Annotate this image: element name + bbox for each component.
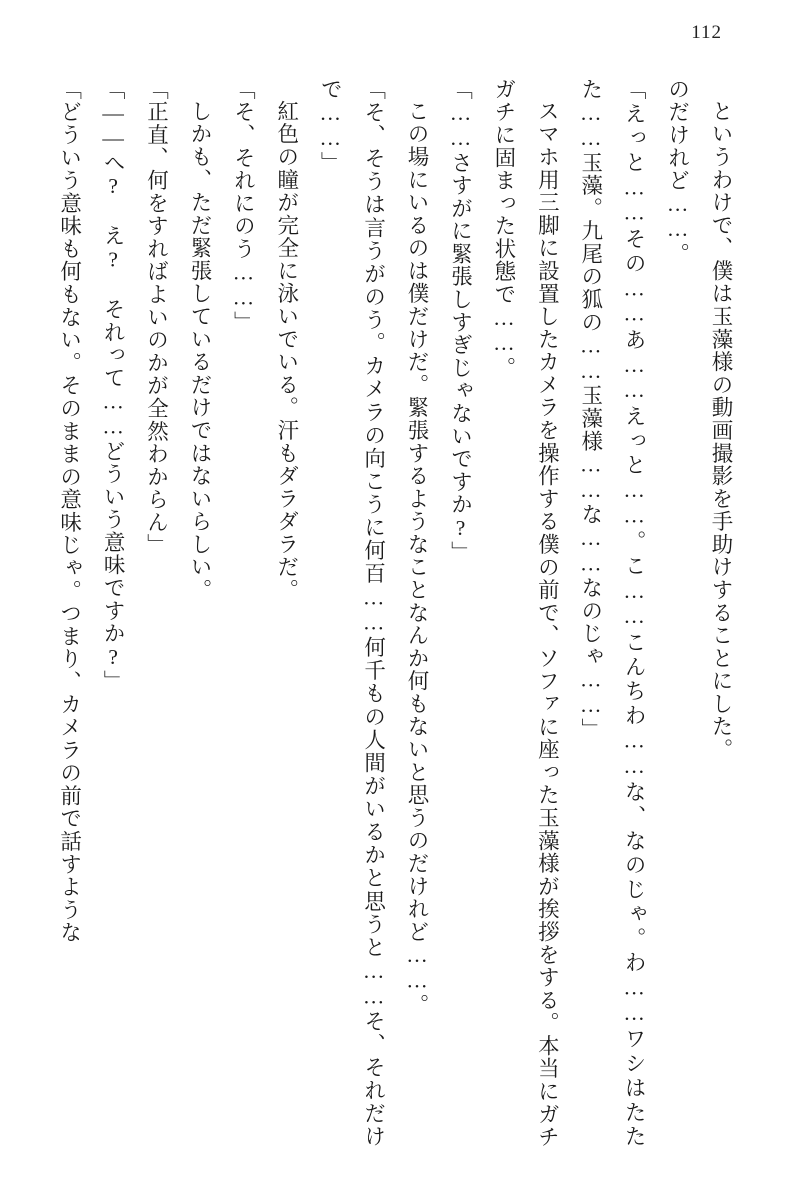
paragraph: というわけで、僕は玉藻様の動画撮影を手助けすることにした。 (709, 99, 733, 761)
paragraph: 「——へ? え? それって……どういう意味ですか?」 (101, 78, 126, 694)
paragraph: 「……さすがに緊張しすぎじゃないですか?」 (448, 78, 473, 565)
vertical-text-body (52, 78, 742, 1148)
paragraph: 「そ、それにのう……」 (231, 78, 256, 334)
paragraph: 「正直、何をすればよいのかが全然わからん」 (144, 78, 169, 557)
paragraph: 「そ、そうは言うがのう。カメラの向こうに何百……何千もの人間がいるかと思うと……そ、それだけで……」 (318, 78, 386, 1148)
paragraph: スマホ用三脚に設置したカメラを操作する僕の前で、ソファに座った玉藻様が挨拶をする。本当にガチガチに固まった状態で……。 (491, 78, 560, 1148)
paragraph: しかも、ただ緊張しているだけではないらしい。 (187, 99, 212, 601)
paragraph: 紅色の瞳が完全に泳いでいる。汗もダラダラだ。 (274, 99, 299, 601)
page-number: 112 (691, 22, 722, 43)
paragraph: 「どういう意味も何もない。そのままの意味じゃ。つまり、カメラの前で話すような (57, 78, 82, 945)
paragraph: 「えっと……その……あ……えっと……。こ……こんちわ……な、なのじゃ。わ……ワシはたたた……玉藻。九尾の狐の……玉藻様……な……なのじゃ……」 (578, 78, 647, 1148)
paragraph: この場にいるのは僕だけだ。緊張するようなことなんか何もないと思うのだけれど……。 (405, 99, 430, 1017)
paragraph: のだけれど……。 (665, 78, 690, 266)
